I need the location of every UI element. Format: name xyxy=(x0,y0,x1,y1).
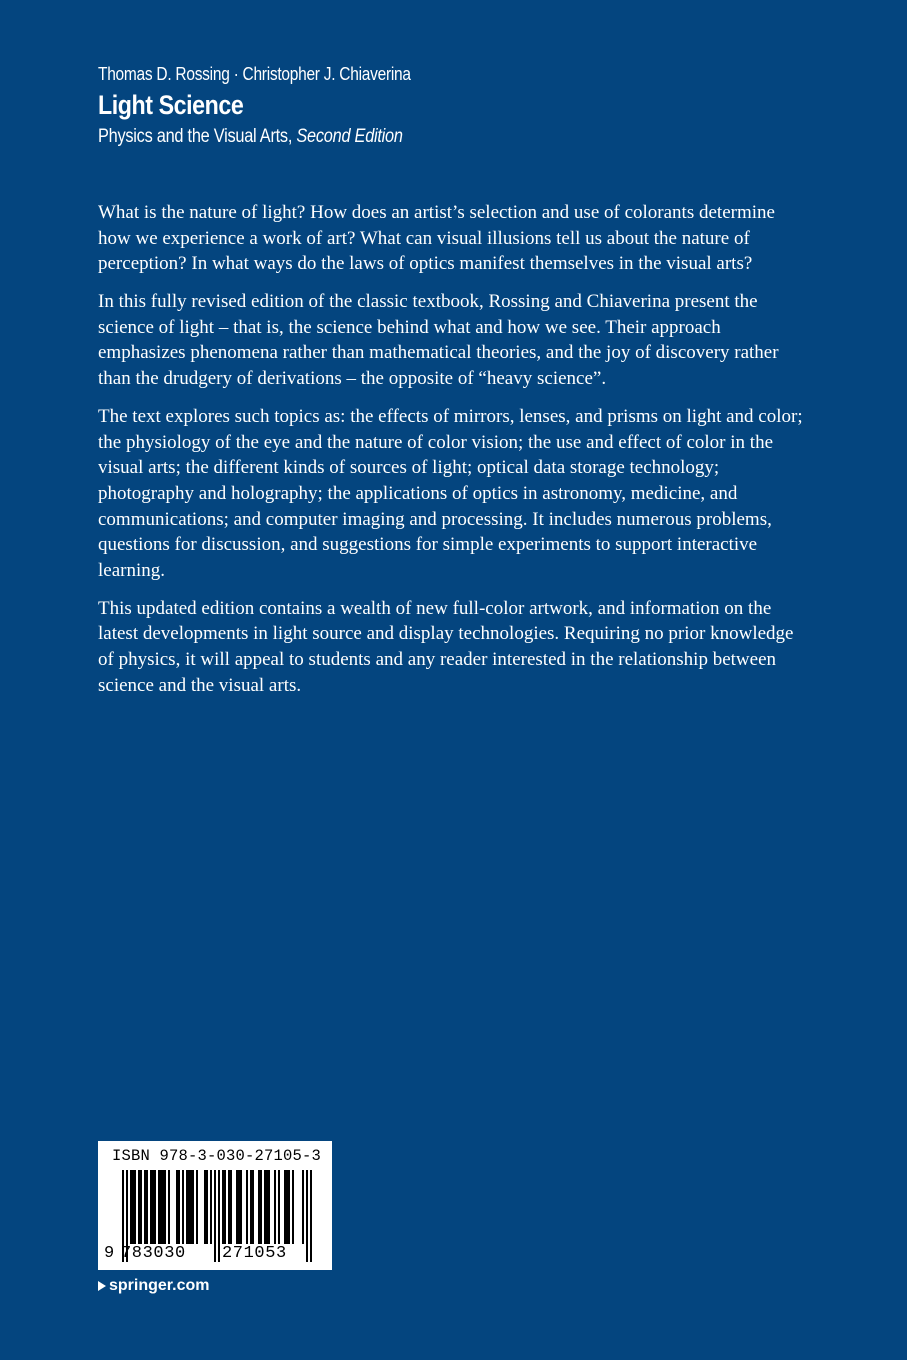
cover-header xyxy=(98,62,838,150)
barcode-bar xyxy=(160,1170,162,1244)
barcode-bar xyxy=(306,1170,308,1262)
barcode-digit-first: 9 xyxy=(104,1244,115,1263)
barcode-bar xyxy=(278,1170,280,1244)
barcode-bar xyxy=(286,1170,288,1244)
barcode-bar xyxy=(236,1170,238,1244)
barcode-bar xyxy=(274,1170,276,1244)
blurb xyxy=(98,200,808,711)
isbn-label: ISBN 978-3-030-27105-3 xyxy=(112,1147,322,1165)
barcode-bar xyxy=(218,1170,220,1262)
barcode-bar xyxy=(158,1170,160,1244)
barcode-bar xyxy=(176,1170,178,1244)
barcode-bar xyxy=(190,1170,192,1244)
barcode-digits-left: 783030 xyxy=(121,1244,186,1263)
barcode-bar xyxy=(228,1170,230,1244)
blurb-paragraph-3: The text explores such topics as: the effects of mirrors, lenses, and prisms on light and color; the physiology of the eye and the nature of color vision; the use and effect of color in the visual arts; the different kinds of sources of light; optical data storage technology; photography and holography; the applications of optics in astronomy, medicine, and communications; and computer imaging and processing. It includes numerous problems, questions for discussion, and suggestions for simple experiments to support interactive learning. xyxy=(98,406,803,581)
barcode-bar xyxy=(250,1170,252,1244)
triangle-right-icon xyxy=(98,1281,106,1291)
blurb-paragraph-2: In this fully revised edition of the classic textbook, Rossing and Chiaverina present the science of light – that is, the science behind what and how we see. Their approach emphasizes phenomena rather than mathematical theories, and the joy of discovery rather than the drudgery of derivations – the opposite of “heavy science”. xyxy=(98,291,779,390)
barcode-bar xyxy=(288,1170,290,1244)
barcode-bar xyxy=(140,1170,142,1244)
barcode-bar xyxy=(196,1170,198,1244)
barcode-bar xyxy=(292,1170,294,1244)
barcode-bar xyxy=(302,1170,304,1244)
barcode-bar xyxy=(152,1170,154,1244)
barcode-bar xyxy=(178,1170,180,1244)
barcode-bar xyxy=(150,1170,152,1244)
barcode-bar xyxy=(230,1170,232,1244)
barcode-bar xyxy=(144,1170,146,1244)
book-title: Light Science xyxy=(98,90,244,120)
barcode-bar xyxy=(130,1170,132,1244)
barcode-bar xyxy=(240,1170,242,1244)
barcode-bar xyxy=(206,1170,208,1244)
barcode-bar xyxy=(182,1170,184,1244)
barcode-digits-right: 271053 xyxy=(222,1244,287,1263)
barcode-bar xyxy=(162,1170,164,1244)
barcode-bar xyxy=(214,1170,216,1262)
barcode-bar xyxy=(192,1170,194,1244)
isbn-barcode xyxy=(98,1141,332,1270)
barcode-bar xyxy=(138,1170,140,1244)
barcode-bar xyxy=(284,1170,286,1244)
barcode-bar xyxy=(224,1170,226,1244)
barcode-bar xyxy=(168,1170,170,1244)
barcode-bar xyxy=(204,1170,206,1244)
publisher-link[interactable] xyxy=(98,1276,209,1296)
barcode-bar xyxy=(146,1170,148,1244)
barcode-bar xyxy=(266,1170,268,1244)
barcode-bar xyxy=(222,1170,224,1244)
book-subtitle xyxy=(98,124,734,150)
barcode-bar xyxy=(188,1170,190,1244)
edition-text: Second Edition xyxy=(296,126,403,147)
barcode-bar xyxy=(238,1170,240,1244)
barcode-bar xyxy=(186,1170,188,1244)
barcode-bar xyxy=(132,1170,134,1244)
barcode-bar xyxy=(268,1170,270,1244)
barcode-bar xyxy=(260,1170,262,1244)
barcode-bar xyxy=(310,1170,312,1262)
subtitle-text: Physics and the Visual Arts, xyxy=(98,126,293,147)
barcode-bar xyxy=(246,1170,248,1244)
barcode-bar xyxy=(258,1170,260,1244)
barcode-bar xyxy=(164,1170,166,1244)
blurb-paragraph-4: This updated edition contains a wealth of new full-color artwork, and information on the latest developments in light source and display technologies. Requiring no prior knowledge of physics, it will appeal to students and any reader interested in the relationship between science and the visual arts. xyxy=(98,597,794,696)
publisher-url: springer.com xyxy=(109,1277,210,1294)
barcode-bar xyxy=(134,1170,136,1244)
authors-line: Thomas D. Rossing · Christopher J. Chiaverina xyxy=(98,64,411,84)
blurb-paragraph-1: What is the nature of light? How does an artist’s selection and use of colorants determine how we experience a work of art? What can visual illusions tell us about the nature of perception? In what ways do the laws of optics manifest themselves in the visual arts? xyxy=(98,202,775,275)
barcode-bar xyxy=(154,1170,156,1244)
barcode-bar xyxy=(210,1170,212,1244)
barcode-bar xyxy=(252,1170,254,1244)
barcode-bar xyxy=(264,1170,266,1244)
